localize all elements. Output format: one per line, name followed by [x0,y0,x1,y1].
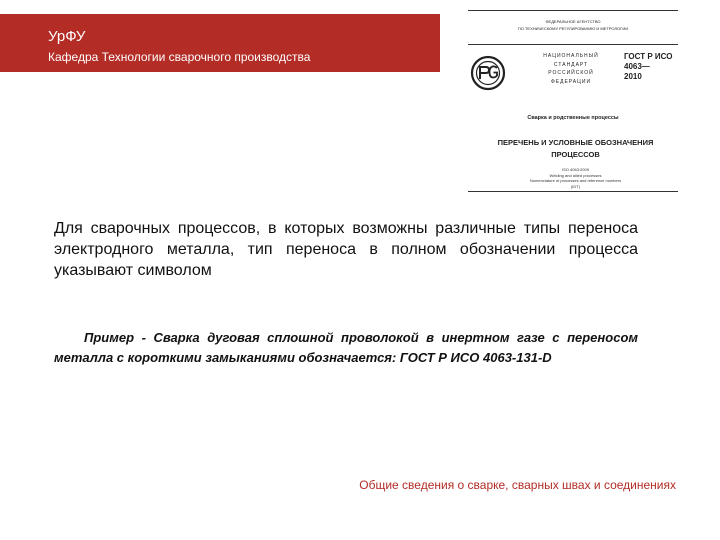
org-name: УрФУ [48,28,86,45]
cover-agency-line-1: ФЕДЕРАЛЬНОЕ АГЕНТСТВО [545,19,601,24]
cover-english-line: Welding and allied processes [549,172,602,178]
cover-national-line: НАЦИОНАЛЬНЫЙ [543,53,599,59]
cover-english-line: (IDT) [570,183,581,189]
cover-national-line: СТАНДАРТ [553,61,589,68]
cover-english-line: Nomenclature of processes and reference numbers [529,178,622,183]
cover-title-line: ПРОЦЕССОВ [551,150,600,159]
department-name: Кафедра Технологии сварочного производства [48,50,311,64]
cover-rule-mid [468,44,678,45]
cover-title [478,137,673,161]
cover-rule-top [468,10,678,11]
footer-caption: Общие сведения о сварке, сварных швах и соединениях [359,478,676,492]
cover-standard-code [624,52,672,82]
gost-r-certification-logo-icon [470,55,506,91]
cover-code-line: ГОСТ Р ИСО [624,52,673,61]
cover-national-line: ФЕДЕРАЦИИ [550,78,592,85]
cover-code-line: 2010 [624,72,642,81]
main-paragraph: Для сварочных процессов, в которых возможны различные типы переноса электродного металла, тип переноса в полном обозначении процесса указывают символом [54,220,638,279]
cover-agency-line-2: ПО ТЕХНИЧЕСКОМУ РЕГУЛИРОВАНИЮ И МЕТРОЛОГИИ [517,26,629,31]
cover-rule-bottom [468,191,678,192]
cover-code-line: 4063— [624,62,650,71]
cover-english-title [478,167,673,189]
cover-english-line: ISO 4063:2009 [562,167,589,172]
cover-subject: Сварка и родственные процессы [527,115,619,121]
cover-national-line: РОССИЙСКОЙ [548,70,594,76]
cover-national-standard [536,52,606,86]
standard-cover-image [468,10,678,192]
example-paragraph: Пример - Сварка дуговая сплошной проволокой в инертном газе с переносом металла с короткими замыканиями обозначается: ГОСТ Р ИСО 4063-131-D [54,330,638,365]
cover-title-line: ПЕРЕЧЕНЬ И УСЛОВНЫЕ ОБОЗНАЧЕНИЯ [497,138,654,147]
